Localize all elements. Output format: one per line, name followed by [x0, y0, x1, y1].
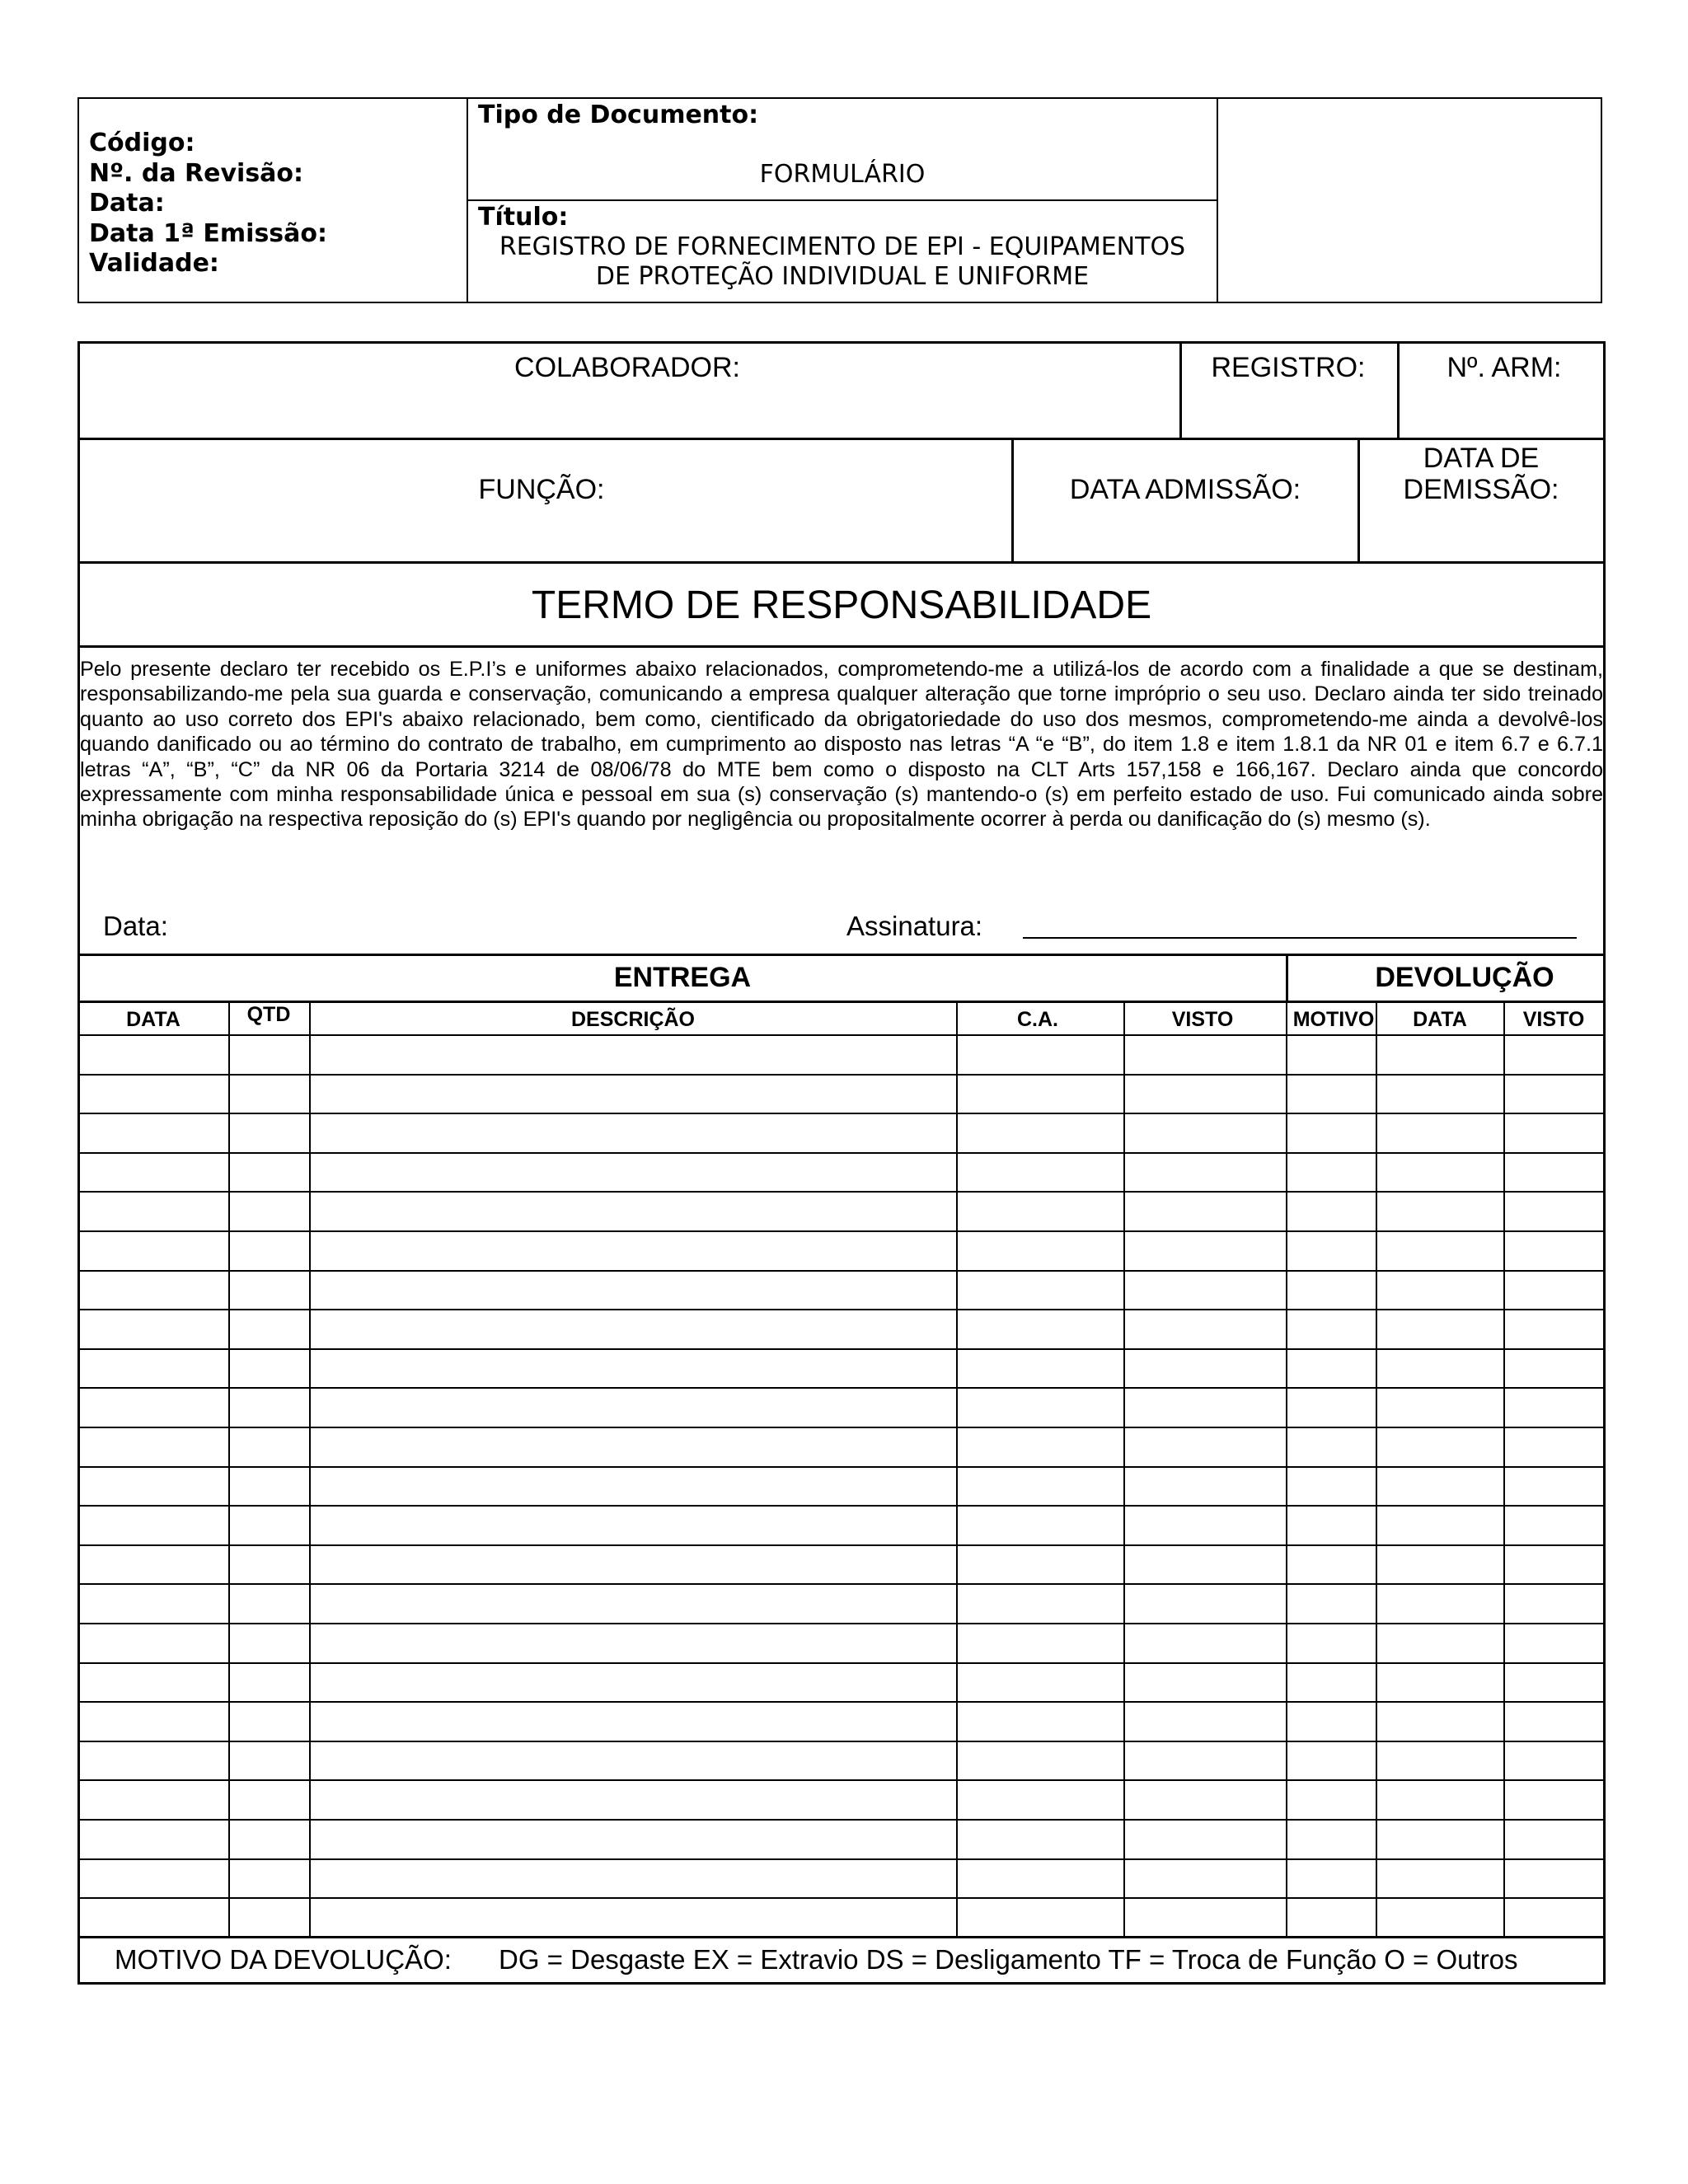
footer-label: MOTIVO DA DEVOLUÇÃO: — [115, 1944, 452, 1975]
signature-date-label: Data: — [103, 911, 168, 941]
revisao-label: Nº. da Revisão: — [89, 158, 304, 188]
data-demissao-label-1: DATA DE — [1423, 443, 1540, 474]
table-row — [80, 1309, 1603, 1310]
document-type-label: Tipo de Documento: — [478, 101, 759, 129]
document-type-value: FORMULÁRIO — [759, 160, 926, 189]
table-row — [80, 1034, 1603, 1036]
table-row — [80, 1074, 1603, 1076]
column-divider — [1286, 1001, 1287, 1936]
signature-line — [1023, 937, 1577, 939]
divider — [80, 954, 1603, 956]
col-ca: C.A. — [1017, 1008, 1058, 1031]
signature-label: Assinatura: — [846, 911, 983, 941]
column-divider — [309, 1001, 311, 1936]
document-header — [77, 97, 1602, 303]
col-motivo: MOTIVO — [1292, 1008, 1375, 1031]
epi-form — [77, 341, 1606, 1985]
table-row — [80, 1270, 1603, 1272]
table-row — [80, 1387, 1603, 1389]
table-row — [80, 1897, 1603, 1899]
table-row — [80, 1348, 1603, 1350]
divider — [1011, 438, 1014, 561]
table-row — [80, 1113, 1603, 1114]
table-row — [80, 1191, 1603, 1193]
data-admissao-label: DATA ADMISSÃO: — [1069, 474, 1301, 505]
title-line-1: REGISTRO DE FORNECIMENTO DE EPI - EQUIPAMENTOS — [499, 232, 1186, 261]
colaborador-label: COLABORADOR: — [514, 352, 740, 383]
table-row — [80, 1152, 1603, 1154]
emissao-label: Data 1ª Emissão: — [89, 218, 328, 248]
termo-text: Pelo presente declaro ter recebido os E.P.I’s e uniformes abaixo relacionados, comprometendo-me a utilizá-los de acordo com a finalidade a que se destinam, responsabilizando-me pela sua guarda e conservação, comunicando a empresa qualquer alteração que torne impróprio o seu uso. Declaro ainda ter sido treinado quanto ao uso correto dos EPI's abaixo relacionado, bem como, cientificado da obrigatoriedade do uso dos mesmos, comprometendo-me ainda a devolvê-los quando danificado ou ao término do contrato de trabalho, em cumprimento ao disposto nas letras “A “e “B”, do item 1.8 e item 1.8.1 da NR 01 e item 6.7 e 6.7.1 letras “A”, “B”, “C” da NR 06 da Portaria 3214 de 08/06/78 do MTE bem como o disposto na CLT Arts 157,158 e 166,167. Declaro ainda que concordo expressamente com minha responsabilidade única e pessoal em sua (s) conservação (s) mantendo-o (s) em perfeito estado de uso. Fui comunicado ainda sobre minha obrigação na respectiva reposição do (s) EPI's quando por negligência ou propositalmente ocorrer à perda ou danificação do (s) mesmo (s). — [80, 658, 1603, 832]
table-row — [80, 1623, 1603, 1624]
table-row — [80, 1427, 1603, 1428]
codigo-label: Código: — [89, 129, 195, 157]
col-devolucao-data: DATA — [1413, 1008, 1467, 1031]
document-type-box — [468, 99, 1217, 201]
table-row — [80, 1662, 1603, 1664]
col-descricao: DESCRIÇÃO — [570, 1008, 696, 1031]
table-row — [80, 1741, 1603, 1742]
column-divider — [228, 1001, 230, 1936]
table-row — [80, 1858, 1603, 1860]
col-devolucao-visto: VISTO — [1522, 1008, 1585, 1031]
divider — [1179, 344, 1182, 438]
document-control-fields — [79, 99, 468, 302]
table-row — [80, 1583, 1603, 1585]
devolucao-header: DEVOLUÇÃO — [1375, 962, 1554, 993]
arm-label: Nº. ARM: — [1447, 352, 1562, 383]
divider — [1397, 344, 1400, 438]
column-divider — [1376, 1001, 1377, 1936]
data-label: Data: — [89, 189, 165, 218]
table-row — [80, 1544, 1603, 1546]
data-demissao-label-2: DEMISSÃO: — [1403, 474, 1559, 505]
termo-title: TERMO DE RESPONSABILIDADE — [531, 583, 1152, 627]
divider — [80, 645, 1603, 648]
logo-area — [1218, 99, 1601, 302]
table-row — [80, 1779, 1603, 1781]
table-row — [80, 1505, 1603, 1507]
column-divider — [1123, 1001, 1125, 1936]
section-divider — [1286, 954, 1288, 1001]
validade-label: Validade: — [89, 249, 219, 278]
entrega-header: ENTREGA — [613, 962, 752, 993]
column-divider — [1503, 1001, 1505, 1936]
document-info — [468, 99, 1218, 302]
divider — [80, 438, 1603, 440]
column-divider — [956, 1001, 958, 1936]
table-row — [80, 1701, 1603, 1703]
title-line-2: DE PROTEÇÃO INDIVIDUAL E UNIFORME — [595, 262, 1090, 291]
col-data: DATA — [126, 1008, 181, 1031]
table-row — [80, 1466, 1603, 1468]
title-label: Título: — [478, 203, 569, 232]
divider — [1357, 438, 1360, 561]
divider — [80, 1936, 1603, 1938]
funcao-label: FUNÇÃO: — [478, 474, 605, 505]
registro-label: REGISTRO: — [1211, 352, 1366, 383]
table-row — [80, 1230, 1603, 1232]
table-row — [80, 1819, 1603, 1821]
footer-codes: DG = Desgaste EX = Extravio DS = Desligamento TF = Troca de Função O = Outros — [499, 1944, 1518, 1975]
col-visto: VISTO — [1171, 1008, 1234, 1031]
divider — [80, 561, 1603, 564]
col-qtd: QTD — [246, 1003, 291, 1026]
